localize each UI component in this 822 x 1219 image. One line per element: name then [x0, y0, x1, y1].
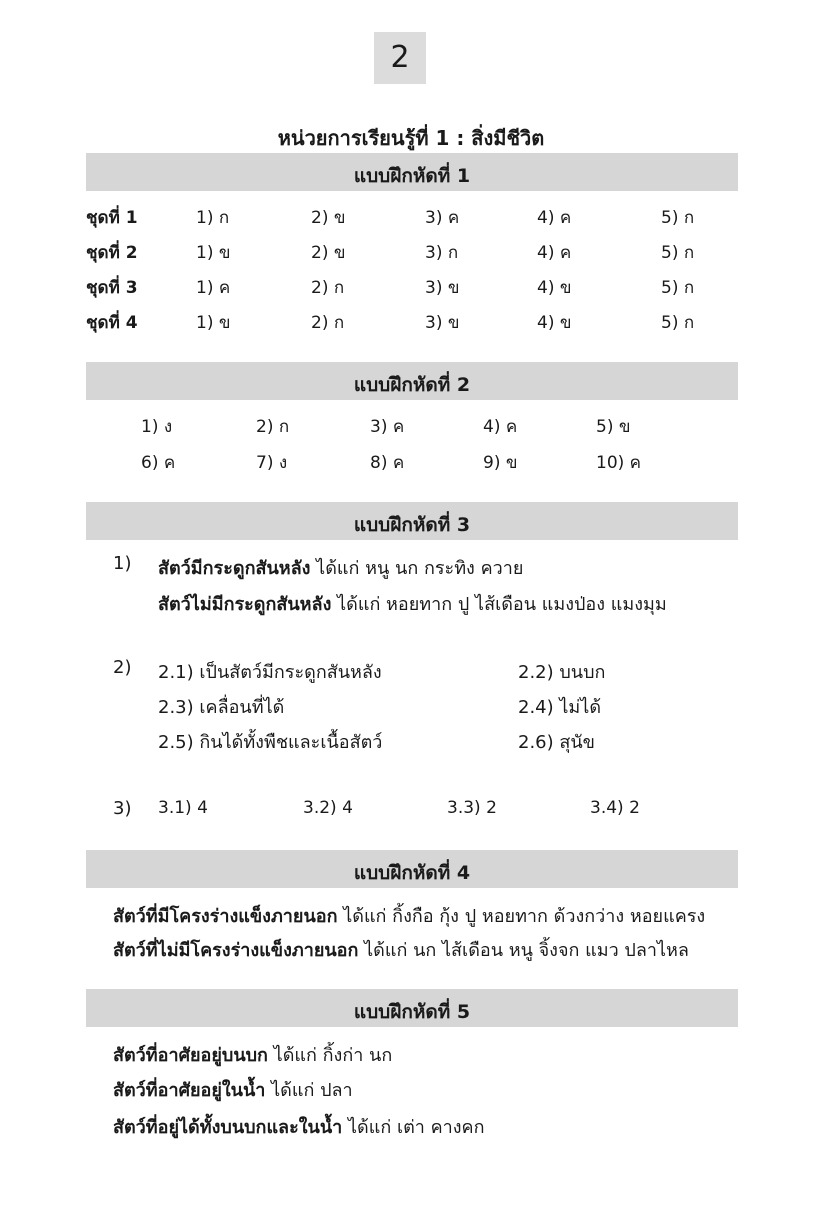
- answer: 9) ข: [483, 453, 518, 473]
- set-label: ชุดที่ 2: [86, 243, 138, 263]
- answer: 4) ค: [537, 208, 572, 228]
- answer: 3) ข: [425, 313, 460, 333]
- answer-text: ได้แก่ หอยทาก ปู ไส้เดือน แมงป่อง แมงมุม: [331, 594, 667, 615]
- answer-line: [113, 1040, 392, 1069]
- answer: 1) ง: [141, 417, 173, 437]
- question-number: 2): [113, 657, 132, 678]
- answer: 4) ค: [483, 417, 518, 437]
- answer-text: ได้แก่ กิ้งกือ กุ้ง ปู หอยทาก ด้วงกว่าง หอยแครง: [337, 906, 706, 927]
- category-label: สัตว์ที่ไม่มีโครงร่างแข็งภายนอก: [113, 940, 359, 961]
- answer: 3) ก: [425, 243, 459, 263]
- answer-line: [113, 1112, 485, 1141]
- answer-text: ได้แก่ กิ้งก่า นก: [267, 1045, 393, 1066]
- answer: 2) ก: [311, 278, 345, 298]
- answer-text: ได้แก่ หนู นก กระทิง ควาย: [310, 558, 524, 579]
- answer: 2) ก: [311, 313, 345, 333]
- answer: 8) ค: [370, 453, 405, 473]
- sub-answer: 3.4) 2: [590, 798, 640, 818]
- answer: 4) ค: [537, 243, 572, 263]
- answer-line: [158, 553, 523, 582]
- sub-answer: 2.2) บนบก: [518, 662, 606, 683]
- sub-answer: 2.4) ไม่ได้: [518, 697, 602, 718]
- sub-answer: 2.3) เคลื่อนที่ได้: [158, 697, 285, 718]
- page-number: 2: [374, 32, 426, 84]
- set-label: ชุดที่ 1: [86, 208, 138, 228]
- sub-answer: 3.2) 4: [303, 798, 353, 818]
- exercise-5-header: แบบฝึกหัดที่ 5: [86, 989, 738, 1027]
- answer: 5) ก: [661, 313, 695, 333]
- answer-text: ได้แก่ ปลา: [265, 1080, 353, 1101]
- set-label: ชุดที่ 4: [86, 313, 138, 333]
- exercise-4-header: แบบฝึกหัดที่ 4: [86, 850, 738, 888]
- sub-answer: 2.6) สุนัข: [518, 732, 595, 753]
- answer: 7) ง: [256, 453, 288, 473]
- answer: 5) ข: [596, 417, 631, 437]
- category-label: สัตว์ที่อาศัยอยู่บนบก: [113, 1045, 268, 1066]
- answer: 10) ค: [596, 453, 642, 473]
- exercise-3-header: แบบฝึกหัดที่ 3: [86, 502, 738, 540]
- answer: 3) ค: [370, 417, 405, 437]
- answer-line: [113, 1075, 353, 1104]
- unit-title: หน่วยการเรียนรู้ที่ 1 : สิ่งมีชีวิต: [277, 126, 545, 150]
- category-label: สัตว์ที่มีโครงร่างแข็งภายนอก: [113, 906, 338, 927]
- question-number: 1): [113, 553, 132, 574]
- answer: 1) ข: [196, 313, 231, 333]
- category-label: สัตว์มีกระดูกสันหลัง: [158, 558, 311, 579]
- answer-line: [113, 935, 689, 964]
- answer-line: [158, 589, 667, 618]
- category-label: สัตว์ที่อาศัยอยู่ในน้ำ: [113, 1080, 266, 1101]
- answer: 4) ข: [537, 278, 572, 298]
- answer: 2) ข: [311, 243, 346, 263]
- answer: 3) ข: [425, 278, 460, 298]
- answer: 4) ข: [537, 313, 572, 333]
- set-label: ชุดที่ 3: [86, 278, 138, 298]
- answer-line: [113, 901, 705, 930]
- answer-text: ได้แก่ เต่า คางคก: [342, 1117, 485, 1138]
- category-label: สัตว์ไม่มีกระดูกสันหลัง: [158, 594, 332, 615]
- exercise-1-header: แบบฝึกหัดที่ 1: [86, 153, 738, 191]
- answer: 1) ค: [196, 278, 231, 298]
- answer: 6) ค: [141, 453, 176, 473]
- sub-answer: 2.1) เป็นสัตว์มีกระดูกสันหลัง: [158, 662, 382, 683]
- answer: 2) ข: [311, 208, 346, 228]
- answer-text: ได้แก่ นก ไส้เดือน หนู จิ้งจก แมว ปลาไหล: [358, 940, 689, 961]
- answer: 3) ค: [425, 208, 460, 228]
- answer: 5) ก: [661, 278, 695, 298]
- answer: 5) ก: [661, 208, 695, 228]
- sub-answer: 2.5) กินได้ทั้งพืชและเนื้อสัตว์: [158, 732, 383, 753]
- answer: 1) ก: [196, 208, 230, 228]
- sub-answer: 3.1) 4: [158, 798, 208, 818]
- question-number: 3): [113, 798, 132, 819]
- exercise-2-header: แบบฝึกหัดที่ 2: [86, 362, 738, 400]
- answer: 1) ข: [196, 243, 231, 263]
- answer: 2) ก: [256, 417, 290, 437]
- answer: 5) ก: [661, 243, 695, 263]
- sub-answer: 3.3) 2: [447, 798, 497, 818]
- category-label: สัตว์ที่อยู่ได้ทั้งบนบกและในน้ำ: [113, 1117, 343, 1138]
